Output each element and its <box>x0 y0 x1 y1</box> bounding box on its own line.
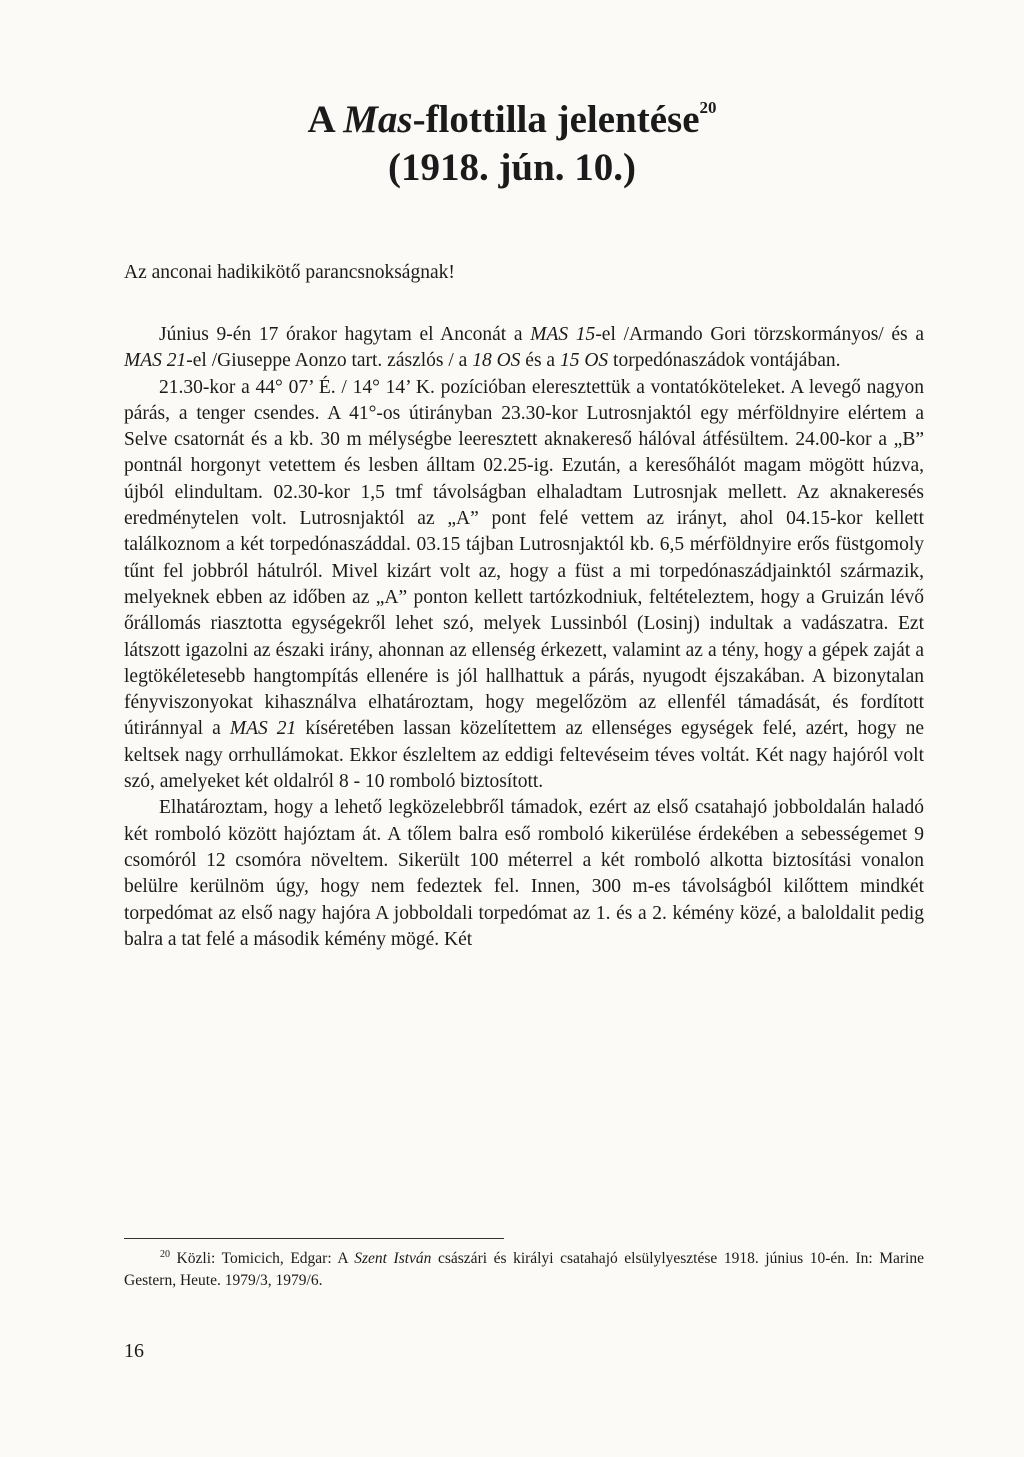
salutation: Az anconai hadikikötő parancsnokságnak! <box>124 262 455 283</box>
page-title <box>0 96 1024 192</box>
title-date: (1918. jún. 10.) <box>387 146 637 189</box>
footnote: $^{20}$ Közli: Tomicich, Edgar: A Szent István császári és királyi csatahajó elsülylyesztése 1918. június 10-én. In: Marine Gestern, Heute. 1979/3, 1979/6. <box>124 1249 924 1289</box>
title-line: A Mas-flottilla jelentése$^{20}$ <box>307 98 717 141</box>
paragraph-3: Elhatároztam, hogy a lehető legközelebbről támadok, ezért az első csatahajó jobboldalán haladó két romboló között hajóztam át. A tőlem balra eső romboló kikerülése érdekében a sebességemet 9 csomóról 12 csomóra növeltem. Sikerült 100 méterrel a két romboló alkotta biztosítási vonalon belülre kerülnöm úgy, hogy nem fedeztek fel. Innen, 300 m-es távolságból kilőttem mindkét torpedómat az első nagy hajóra A jobboldali torpedómat az 1. és a 2. kémény közé, a baloldalit pedig balra a tat felé a második kémény mögé. Két <box>124 797 924 950</box>
title-footnote-ref: 20 <box>699 98 717 117</box>
footnote-divider <box>124 1238 504 1239</box>
page-number: 16 <box>124 1340 144 1362</box>
report-body <box>124 322 924 953</box>
footnote-number: 20 <box>160 1249 170 1260</box>
title-italic: Mas <box>343 98 413 141</box>
paragraph-1: Június 9-én 17 órakor hagytam el Anconát a MAS 15-el /Armando Gori törzskormányos/ és a MAS 21-el /Giuseppe Aonzo tart. zászlós / a 18 OS és a 15 OS torpedónaszádok vontájában. <box>124 324 924 372</box>
paragraph-2: 21.30-kor a 44° 07’ É. / 14° 14’ K. pozícióban eleresztettük a vontatóköteleket. A levegő nagyon párás, a tenger csendes. A 41°-os útirányban 23.30-kor Lutrosnjaktól egy mérföldnyire elértem a Selve csatornát és a kb. 30 m mélységbe leeresztett aknakereső hálóval átfésültem. 24.00-kor a „B” pontnál horgonyt vetettem és lesben álltam 02.25-ig. Ezután, a keresőhálót magam mögött húzva, újból elindultam. 02.30-kor 1,5 tmf távolságban elhaladtam Lutrosnjak mellett. Az aknakeresés eredménytelen volt. Lutrosnjaktól az „A” pont felé vettem az irányt, ahol 04.15-kor kellett találkoznom a két torpedónaszáddal. 03.15 tájban Lutrosnjaktól kb. 6,5 mérföldnyire erős füstgomoly tűnt fel jobbról hátulról. Mivel kizárt volt az, hogy a füst a mi torpedónaszádjainktól származik, melyeknek ebben az időben az „A” ponton kellett tartózkodniuk, feltételeztem, hogy a Gruizán lévő őrállomás riasztotta egységekről lehet szó, melyek Lussinból (Losinj) indultak a vadászatra. Ezt látszott igazolni az északi irány, ahonnan az ellenség érkezett, valamint az a tény, hogy a gépek zaját a legtökéletesebb hangtompítás ellenére is jól hallhattuk a párás, nyugodt éjszakában. A bizonytalan fényviszonyokat kihasználva elhatároztam, hogy megelőzöm az ellenfél támadását, és fordított útiránnyal a MAS 21 kíséretében lassan közelítettem az ellenséges egységek felé, azért, hogy ne keltsek nagy orrhullámokat. Ekkor észleltem az eddigi feltevéseim téves voltát. Két nagy hajóról volt szó, amelyeket két oldalról 8 - 10 romboló biztosított. <box>124 376 924 793</box>
